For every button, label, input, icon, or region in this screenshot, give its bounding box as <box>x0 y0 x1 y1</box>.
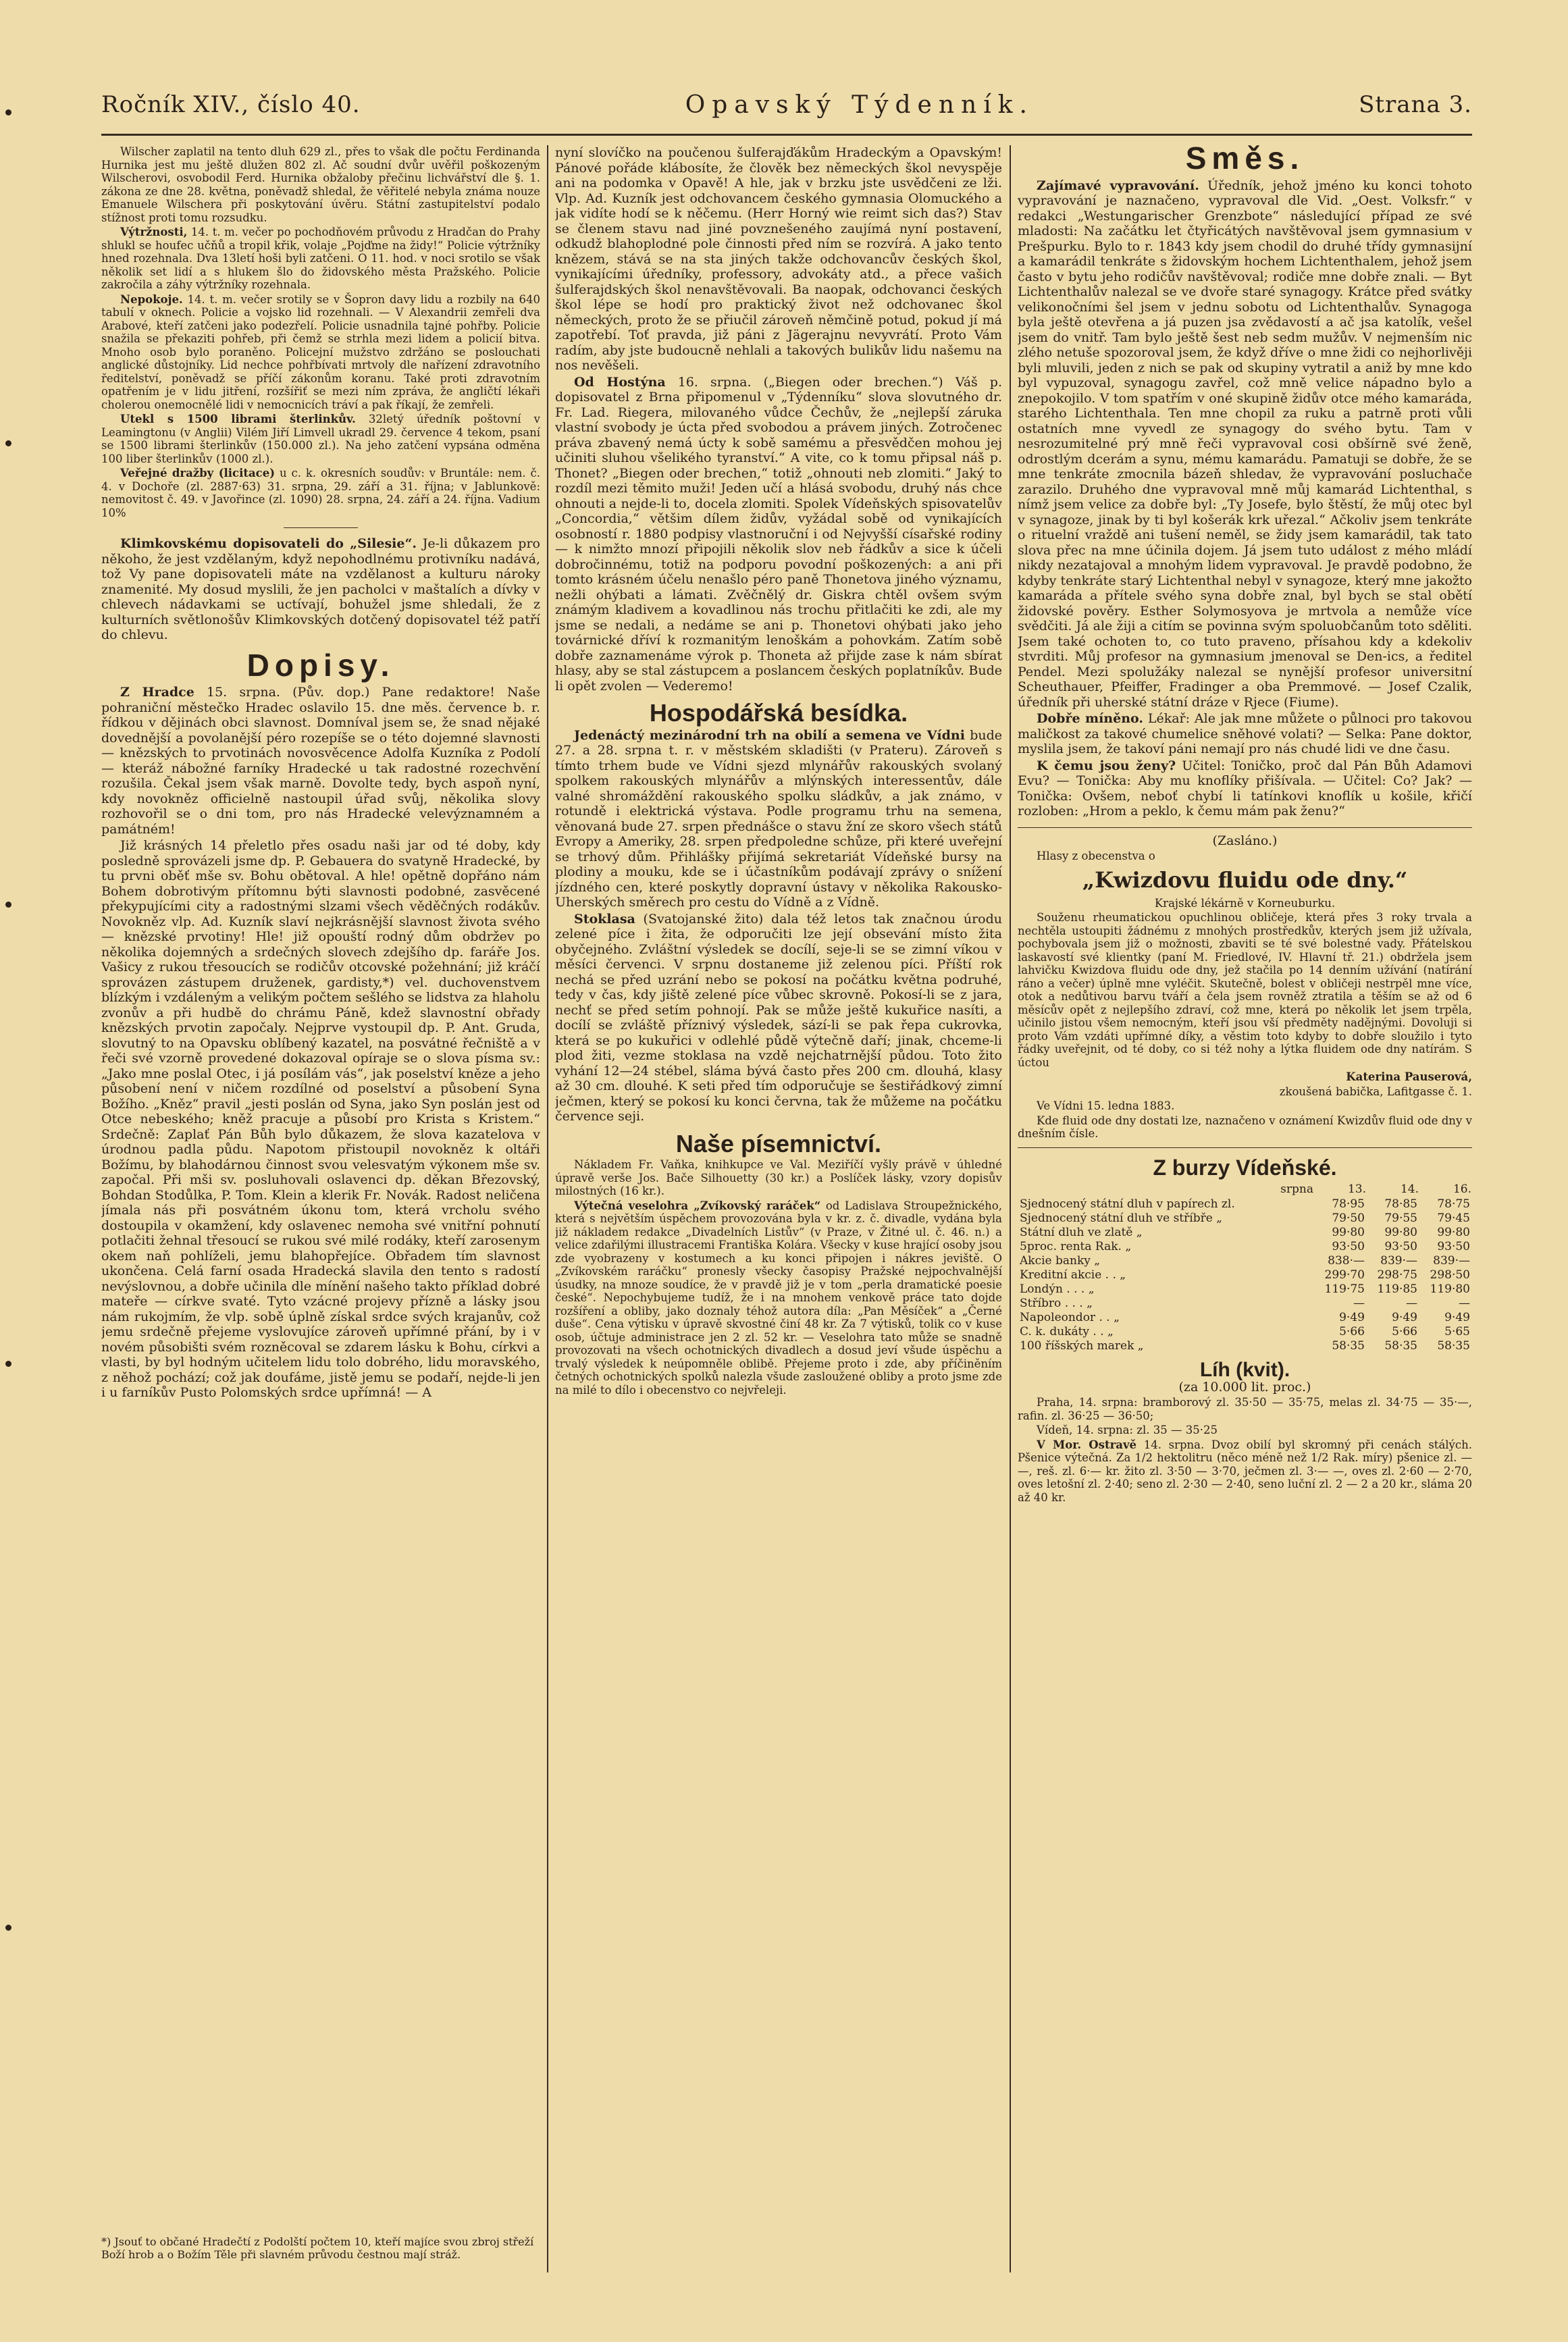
ad-date: Ve Vídni 15. ledna 1883. <box>1037 1099 1175 1112</box>
article-paragraph: nyní slovíčko na poučenou šulferajďákům Hradeckým a Opavským! Pánové pořáde klábosíte, že člověk bez německých škol nevyspěje ani na podomka v Opavě! A hle, jak v brzku jste usvědčeni ze lži. Vlp. Ad. Kuzník jest odchovancem českého gymnasia Olomuckého a jak vidíte hodí se k něčemu. (Herr Horný wie reimt sich das?) Stav se členem stavu nad jiné povznešeného zaujímá nyní postavení, odkudž blahoplodné pole činnosti před ním se rozvírá. A jako tento knězem, stává se na sta jiných takže odchovancův českých škol, vynikajícími úředníky, professory, advokáty atd., a přece vašich šulferajdských škol nenavštěvovali. Ba naopak, odchovanci českých škol lépe se hodí pro praktický život než odchovanec škol německých, proto že se přiučil zároveň němčině potud, pokud jí má zapotřebí. Toť pravda, již páni z Jägerajnu nevyvrátí. Proto Vám radím, aby jste budoucně nehlali a takových bulikův lidu našemu na nos nevěšeli. <box>555 145 1002 373</box>
article-lead: V Mor. Ostravě <box>1037 1438 1137 1451</box>
exchange-row <box>1018 1197 1472 1212</box>
article-lead: Zajímavé vypravování. <box>1037 178 1199 193</box>
ad-signature <box>1018 1070 1472 1084</box>
article-paragraph <box>1018 178 1472 710</box>
column-rule <box>547 145 548 2272</box>
exchange-value: 9·49 <box>1392 1311 1417 1324</box>
exchange-value: 298·75 <box>1377 1268 1417 1282</box>
article-paragraph <box>555 728 1002 910</box>
punch-hole <box>5 440 11 446</box>
exchange-row <box>1018 1297 1472 1311</box>
article-paragraph <box>555 1199 1002 1397</box>
article-text: u c. k. okresních soudův: v Bruntále: nem. č. 4. v Dochoře (zl. 2887·63) 31. srpna, 29. září a 31. října; v Jablunkově: nemovitost č. 49. v Javořince (zl. 1090) 28. srpna, 24. září a 24. října. Vadium 10% <box>101 467 540 519</box>
volume-number: Ročník XIV., číslo 40. <box>101 91 361 118</box>
exchange-row <box>1018 1226 1472 1240</box>
article-text: Učitel: Toničko, proč dal Pán Bůh Adamovi Evu? — Tonička: Aby mu knoflíky přišívala. — Učitel: Co? Jak? — Tonička: Ovšem, neboť chybí li tatínkovi knoflík u košile, křičí rozloben: „Hrom a peklo, k čemu mám pak ženu?“ <box>1018 758 1472 818</box>
article-paragraph: Nákladem Fr. Vaňka, knihkupce ve Val. Meziříčí vyšly právě v úhledné úpravě verše Jos. Bače Silhouetty (30 kr.) a Poslíček lásky, vzory dopisův milostných (16 kr.). <box>555 1158 1002 1197</box>
exchange-value: 78·95 <box>1332 1197 1365 1211</box>
article-lead: Dobře míněno. <box>1037 711 1143 726</box>
exchange-row <box>1018 1240 1472 1254</box>
punch-hole <box>5 902 11 908</box>
article-text: 14. t. m. večer po pochodňovém průvodu z Hradčan do Prahy shlukl se houfec učňů a tropil křik, volaje „Pojďme na židy!“ Policie výtržníky hned rozehnala. Dva 13letí hoši byli zatčeni. O 11. hod. v noci srotilo se však několik set lidí a s hlukem šlo do židovského města Pražského. Policie zakročila a záhy výtržníky rozehnala. <box>101 226 540 291</box>
ad-note: Kde fluid ode dny dostati lze, naznačeno v oznámení Kwizdův fluid ode dny v dnešním čísle. <box>1018 1114 1472 1140</box>
punch-hole <box>5 1925 11 1931</box>
exchange-value: 9·49 <box>1339 1311 1365 1324</box>
article-text: bude 27. a 28. srpna t. r. v městském skladišti (v Prateru). Zároveň s tímto trhem bude ve Vídni sjezd mlynářův rakouských svolaný spolkem rakouských mlynářův a mlýnských interessentův, dále valné shromáždění rakouského spolku sládkův, a jak známo, v rotundě i elektrická výstava. Podle programu trhu na semena, věnovaná bude 27. srpen přednášce o stavu žní ze skoro všech států Evropy a Ameriky, 28. srpen předpoledne schůze, při které uveřejní se trhový dům. Přihlášky přijímá sekretariát Vídeňské bursy na plodiny a mouku, kde se i účastníkům podávají zprávy o snížení jízdného cen, které poskytly dopravní ústavy v několika Rakousko-Uherských směrech pro cestu do Vídně a z Vídně. <box>555 727 1002 910</box>
article-paragraph <box>101 536 540 643</box>
article-paragraph <box>101 226 540 292</box>
exchange-item: Sjednocený státní dluh ve stříbře „ <box>1020 1212 1222 1225</box>
exchange-value: 78·85 <box>1384 1197 1417 1211</box>
exchange-value: 838·— <box>1328 1254 1365 1268</box>
column-2 <box>555 145 1002 2272</box>
exchange-item: Kreditní akcie . . „ <box>1020 1268 1126 1282</box>
ad-signature-title: zkoušená babička, Lafitgasse č. 1. <box>1279 1085 1472 1098</box>
article-text: Úředník, jehož jméno ku konci tohoto vypravování je naznačeno, vypravoval dle Vid. „Oest. Volksfr.“ v redakci „Westungarischer Grenzbote“ následující případ ze své mladosti: Na začátku let čtyřicátých navštěvoval jsem gymnasium v Prešpurku. Bylo to r. 1843 kdy jsem chodil do druhé třídy gymnasijní a kamarádil tenkráte s židovským hochem Lichtenthalem, jehož jsem často v bytu jeho rodičův navštěvoval; rodiče mne dobře znali. — Byt Lichtenthalův nalezal se ve dvoře staré synagogy. Krátce před svátky velikonočními šel jsem v jednu sobotu od Lichtenthalův. Synagoga byla ještě otevřena a já puzen jsa zvědavostí a ač jsa katolík, vešel jsem do vnitř. Tam bylo ještě šest neb sedm mužův. V nejmenším nic zlého netuše spozoroval jsem, že když dříve o mne židi co nejhorlivěji byli mluvili, jeden z nich se pak od skupiny vytratil a aniž by mne kdo byl vypuzoval, synagogu zavřel, což mně velice nápadno bylo a znepokojilo. V tom spatřím v oné skupině židův otce mého kamaráda, starého Lichtenthala. Ten mne chopil za ruku a patrně proti vůli ostatních mne vyvedl ze synagogy do svého bytu. Tam v nesrozumitelné prý mně řeči vypravoval cosi obšírně své ženě, odrostlým dcerám a synu, mému kamarádu. Pamatuji se dobře, že se mne tenkráte zmocnila bázeň shledav, že vypravování posluchače zarazilo. Druhého dne vypravoval mně můj kamarád Lichtenthal, s nímž jsem velice za dobře byl: „Ty Josefe, bylo štěstí, že můj otec byl v synagoze, jinak by ti byl košerák krk uřezal.“ Ačkoliv jsem tenkráte o rituelní vraždě ani tušení neměl, se židy jsem kamarádil, tak tato slova přec na mne účinila dojem. Já jsem tuto událost z mého mládí nikdy nezatajoval a mnohým lidem vypravoval. Je pravdě podobno, že kdyby tenkráte starý Lichtenthal nebyl v synagoze, který mne jakožto kamaráda a přítele svého syna dobře znal, byl bych se stal obětí židovské pověry. Esther Solymosyova je mrtvola a nemůže více svědčiti. Já ale žiji a citím se povinna svým spoluobčanům toto sděliti. Jsem také ochoten to, co tuto praveno, přísahou kdy a kdekoliv stvrditi. Můj profesor na gymnasium jmenoval se Den-ics, a ředitel Pendel. Mezi spolužáky nalezal se nynější profesor universitní Scheuthauer, Pfeiffer, Fradinger a oba Premmové. — Josef Czalik, úředník při uherské státní dráze v Rjece (Fiume). <box>1018 178 1472 710</box>
exchange-value: 93·50 <box>1437 1240 1470 1253</box>
exchange-value: 839·— <box>1433 1254 1470 1268</box>
section-heading-pisemnictvi: Naše písemnictví. <box>675 1129 882 1157</box>
exchange-item: C. k. dukáty . . „ <box>1020 1325 1114 1338</box>
exchange-value: 119·85 <box>1377 1282 1417 1296</box>
exchange-row <box>1018 1254 1472 1268</box>
exchange-value: 5·66 <box>1392 1325 1417 1338</box>
exchange-row <box>1018 1311 1472 1325</box>
article-lead: Výtržnosti, <box>120 226 188 238</box>
exchange-value: 79·50 <box>1332 1212 1365 1225</box>
article-lead: Veřejné dražby (licitace) <box>120 467 276 479</box>
section-heading-hospodarska: Hospodářská besídka. <box>649 699 908 727</box>
section-heading-smes: Směs. <box>1185 145 1305 176</box>
exchange-value: — <box>1406 1297 1417 1310</box>
article-lead: Nepokoje. <box>120 292 183 306</box>
article-lead: Jedenáctý mezinárodní trh na obilí a semena ve Vídni <box>574 727 965 743</box>
exchange-value: 9·49 <box>1444 1311 1470 1324</box>
exchange-value: 119·75 <box>1324 1282 1365 1296</box>
column-rule <box>1010 145 1011 2272</box>
exchange-value: 78·75 <box>1437 1197 1470 1211</box>
exchange-header-cell: 16. <box>1453 1182 1471 1196</box>
exchange-header-cell: 14. <box>1400 1182 1419 1196</box>
article-paragraph: Wilscher zaplatil na tento dluh 629 zl., přes to však dle počtu Ferdinanda Hurnika jest mu ještě dlužen 802 zl. Ač soudní dvůr uvěřil poškozeným Wilscherovi, osvobodil Ferd. Hurnika obžaloby přečinu lichvářství dle §. 1. zákona ze dne 28. května, poněvadž shledal, že věřitelé nebyla známa nouze Emanuele Wilschera při poskytování úvěru. Státní zastupitelství podalo stížnost proti tomu rozsudku. <box>101 145 540 224</box>
exchange-value: 99·80 <box>1332 1226 1365 1239</box>
article-lead: Od Hostýna <box>574 374 666 390</box>
ad-intro: Hlasy z obecenstva o <box>1037 850 1155 862</box>
masthead <box>101 81 1472 128</box>
price-paragraph: Praha, 14. srpna: bramborový zl. 35·50 — 35·75, melas zl. 34·75 — 35·—, rafin. zl. 36·25 — 36·50; <box>1018 1396 1472 1422</box>
ad-signature-name: Katerina Pauserová, <box>1346 1070 1472 1083</box>
page-number: Strana 3. <box>1359 91 1472 118</box>
exchange-value: 93·50 <box>1384 1240 1417 1253</box>
exchange-value: 839·— <box>1380 1254 1417 1268</box>
article-lead: Výtečná veselohra „Zvíkovský raráček“ <box>574 1199 821 1212</box>
column-1 <box>101 145 540 2272</box>
article-paragraph <box>555 375 1002 694</box>
article-lead: Klimkovskému dopisovateli do „Silesie“. <box>120 536 417 551</box>
article-paragraph <box>101 467 540 519</box>
exchange-item: Stříbro . . . „ <box>1020 1297 1093 1310</box>
exchange-row <box>1018 1339 1472 1353</box>
separator <box>284 527 358 528</box>
exchange-value: 79·45 <box>1437 1212 1470 1225</box>
exchange-table <box>1018 1182 1472 1353</box>
article-text: Lékař: Ale jak mne můžete o půlnoci pro takovou maličkost za takové chumelice sněhové volati? — Selka: Pane doktor, myslila jsem, že takoví páni nemají pro nás chudé lidi ve dne času. <box>1018 711 1472 756</box>
exchange-row <box>1018 1212 1472 1226</box>
punch-hole <box>5 1361 11 1367</box>
exchange-value: 298·50 <box>1430 1268 1470 1282</box>
article-text: 14. t. m. večer srotily se v Šopron davy lidu a rozbily na 640 tabulí v oknech. Policie a vojsko lid rozehnali. — V Alexandrii zemřeli dva Arabové, kteří zatčeni jako podezřelí. Policie usnadnila tajné pohřby. Policie snažila se překaziti pohřeb, při čemž se strhla mezi lidem a policií bitva. Mnoho osob bylo poraněno. Policejní mužstvo zdržáno se poslouchati anglické důstojníky. Lid nechce pohřbívati mrtvoly dle nařízení zdravotního ředitelství, poněvadž se příčí zákonům koranu. Také proti zdravotním opatřením je v lidu jitření, rozšířiť se mezi ním zpráva, že angličtí lékaři cholerou onemocnělé lidi v nemocnicích tráví a pak říkají, že zemřeli. <box>101 292 540 411</box>
price-paragraph <box>1018 1438 1472 1505</box>
ad-title: „Kwizdovu fluidu ode dny.“ <box>1082 866 1408 893</box>
exchange-value: — <box>1353 1297 1365 1310</box>
section-heading-burzy: Z burzy Vídeňské. <box>1153 1155 1337 1180</box>
exchange-value: 79·55 <box>1384 1212 1417 1225</box>
exchange-value: 119·80 <box>1430 1282 1470 1296</box>
section-heading-dopisy: Dopisy. <box>246 647 395 683</box>
article-lead: Stoklasa <box>574 911 635 927</box>
exchange-value: 99·80 <box>1437 1226 1470 1239</box>
article-text: 15. srpna. (Pův. dop.) Pane redaktore! Naše pohraniční městečko Hradec oslavilo 15. dne měs. července b. r. řídkou v dějinách obci slavnost. Domníval jsem se, že snad nějaké dovednější a povolanější péro rozepíše se o této dojemné slavnosti — knězských to prvotinách novosvěcence Adolfa Kuzníka z Podolí — kteráž nábožné farníky Hradecké u tak radostné rozechvění rozušila. Čekal jsem však marně. Dovolte tedy, bych aspoň nyní, kdy novokněz officielně nastoupil úřad svůj, několika slovy rozhovořil se o dni tom, pro nás Hradecké velevýznamném a památném! <box>101 685 540 837</box>
exchange-value: 93·50 <box>1332 1240 1365 1253</box>
article-lead: Z Hradce <box>120 685 194 700</box>
exchange-header-cell: srpna <box>1280 1182 1313 1196</box>
column-3 <box>1018 145 1472 2272</box>
exchange-item: Státní dluh ve zlatě „ <box>1020 1226 1143 1239</box>
exchange-value: 58·35 <box>1332 1339 1365 1353</box>
article-text: 14. srpna. Dvoz obilí byl skromný při cenách stálých. Pšenice výtečná. Za 1/2 hektolitru (něco méně než 1/2 Rak. míry) pšenice zl. — —, reš. zl. 6·— kr. žito zl. 3·50 — 3·70, ječmen zl. 3·— —, oves zl. 2·60 — 2·70, oves letošní zl. 2·40; seno zl. 2·30 — 2·40, seno luční zl. 2 — 2 a 20 kr., sláma 20 až 40 kr. <box>1018 1438 1472 1504</box>
newspaper-title: Opavský Týdenník. <box>685 90 1034 119</box>
exchange-item: Londýn . . . „ <box>1020 1282 1095 1296</box>
exchange-table-body <box>1018 1197 1472 1353</box>
article-text: 32letý úředník poštovní v Leamingtonu (v Anglii) Vilém Jiří Limvell ukradl 29. července 4 tekom, psaní se 1500 librami šterlinkův (150.000 zl.). Na jeho zatčení vypsána odměna 100 liber šterlinkův (1000 zl.). <box>101 413 540 465</box>
exchange-item: Napoleondor . . „ <box>1020 1311 1120 1324</box>
exchange-value: 58·35 <box>1437 1339 1470 1353</box>
footnote-text: *) Jsouť to občané Hradečtí z Podolští počtem 10, kteří majíce svou zbroj střeží Boží hrob a o Božím Těle při slavném průvodu čestnou mají stráž. <box>101 2235 534 2261</box>
article-paragraph: Již krásných 14 přeletlo přes osadu naši jar od té doby, kdy posledně sprovázeli jsme dp. P. Gebauera do svatyně Hradecké, by tu prvni oběť mše sv. Bohu obětoval. A hle! opětně dopřáno nám Bohem dobrotivým přítomnu býti slavnosti podobné, zasvěcené překypujícími city a radostnými slzami všech věděčných rodákův. Novokněz vlp. Ad. Kuzník slaví nejkrásnější slavnost života svého — knězské prvotiny! Hle! již opouští rodný dům obdržev po několika dojemných a srdečných slovech zdejšího dp. faráře Jos. Vašicy z rukou třesoucích se rodičův otcovské požehnání; již kráčí sprovázen zástupem druženek, gardisty,*) vel. duchovenstvem blízkým i vzdáleným a velikým počtem sešlého se lidstva za hlaholu zvonův a při hudbě do chrámu Páně, kdež slavnostní obřady knězských prvotin započaly. Nejprve vystoupil dp. P. Ant. Gruda, slovutný to na Opavsku oblíbený kazatel, na posvátné řečniště a v řeči své vzorně provedené dokazoval opíraje se o slova písma sv.: „Jako mne poslal Otec, i já posílám vás“, jak poselství kněze a jeho působení není v ničem rozdílné od poselství a působení Syna Božího. „Kněz“ pravil „jesti poslán od Syna, jako Syn poslán jest od Otce nebeského; kněž pracuje a působí pro Krista s Kristem.“ Srdečně: Zaplať Pán Bůh bylo důkazem, že slova kazatelova v úrodnou padla půdu. Napotom přistoupil novokněz k oltáři Božímu, by blahodárnou činnost svou velesvatým výkonem mše sv. započal. Při mši sv. posluhovali oslavenci dp. děkan Březovský, Bohdan Stodůlka, P. Tom. Klein a klerik Fr. Novák. Radost neličena jímala nás při posvátném úkonu tom, která vrcholu svého dostoupila v okamžení, kdy oslavenec nemoha své vnitřní pohnutí potlačiti žehnal třesoucí se rukou své milé rodáky, kteří zarosenym okem naň pohlíželi, jemu blahopřejíce. Obřadem tím slavnost ukončena. Celá farní osada Hradecká slavila den tento s radostí nevýslovnou, a dobře učinila dle mínění našeho takto příklad dobré mateře — církve svaté. Tyto vzácné projevy přízně a lásky jsou nám rukojmím, že vlp. sobě úplně získal srdce svých krajanův, což jemu srdečně přejeme vyslovujíce zároveň upřímné přání, by i v novém působišti svém rozněcoval se zdarem lásku k Bohu, církvi a vlasti, by byl hodným učitelem lidu tolo dobrého, lidu moravského, z něhož pochází; což jak doufáme, jistě jemu se podaří, nejde-li jen i u farníkův Pusto Polomských srdce upřímná! — A <box>101 838 540 1400</box>
article-text: od Ladislava Stroupežnického, která s největším úspěchem provozována byla v kr. z. č. divadle, vydána byla již nákladem redakce „Divadelních Listův“ (v Praze, v Žitné ul. č. 46. n.) a velice zdařilými illustracemi Františka Kolára. Všecky v kuse hrající osoby jsou zde vyobrazeny v kostumech a ku konci připojen i nákres jeviště. O „Zvíkovském raráčku“ pronesly všecky časopisy Pražské nejpochvalnější úsudky, na mnoze soudíce, že v pravdě již je v tom „perla dramatické poesie české“. Nepochybujeme tudíž, že i na mnohem venkově práce tato dojde rozšíření a obliby, jako doznaly téhož autora díla: „Pan Měsíček“ a „Černé duše“. Cena výtisku v úpravě skvostné činí 48 kr. Za 7 výtisků, tolik co v kuse osob, účtuje administrace jen 2 zl. 52 kr. — Veselohra tato může se snadně provozovati na všech ochotnických divadlech a dosud jeví všude úspěchu a trvalý výsledek k neúpomněle oblibě. Přejeme proto i zde, aby příčiněním četných ochotnických spolků nalezla všude zasloužené obliby a proto jsme zde na milé to dílo i obecenstvo co nejvřeleji. <box>555 1199 1002 1397</box>
exchange-item: 5proc. renta Rak. „ <box>1020 1240 1132 1253</box>
exchange-value: 99·80 <box>1384 1226 1417 1239</box>
article-text: Je-li důkazem pro někoho, že jest vzdělaným, když nepohodlnému protivníku nadává, tož Vy pane dopisovateli máte na vzdělanost a kulturu nároky znamenité. My dosud myslili, že jen pacholci v maštalích a dívky v chlevech nádavkami se uctívají, bohužel jsme shledali, že z kulturních světlonošův Klimkovských dotčený dopisovatel též patří do chlevu. <box>101 536 540 642</box>
exchange-item: Akcie banky „ <box>1020 1254 1101 1268</box>
ad-body: Souženu rheumatickou opuchlinou obličeje, která přes 3 roky trvala a nechtěla ustoupiti žádnému z mnohých prostředkův, kterých jsem již užívala, pochybovala jsem již o možnosti, zbaviti se té své bolestné vady. Přátelskou laskavostí své klientky (paní M. Friedlové, IV. Hlavní tř. 21.) obdržela jsem lahvičku Kwizdova fluidu ode dny, jež stačila po 14 denním užívání (natírání ráno a večer) úplně mne vyléčit. Skutečně, bolest v obličeji nestrpěl mne více, otok a nedůtivou barvu tváří a čela jsem rovněž ztratila a těším se až od 6 měsícův opět z nejlepšího zdraví, což mne, která po několik let jsem trpěla, učinilo jistou všem nemocným, kteří jsou vší předměty nadějnými. Dovoluji si proto Vám vzdáti upřímné díky, a věstim toto kdyby to dobře sloužilo i tyto řádky uveřejnit, od té doby, co si též nohy a lýtka fluidem ode dny natírám. S úctou <box>1018 911 1472 1069</box>
article-text: (Svatojanské žito) dala též letos tak značnou úrodu zelené píce i žita, že odporučiti lze její obsevání místo žita obyčejného. Zvláštní výsledek se docílí, seje-li se se zimní víkou v měsíci červenci. V srpnu dostaneme již zelenou píci. Příští rok nechá se před uzrání nebo se pokosí na počátku května podruhé, tedy v čas, kdy jiště zelené píce vůbec skrovně. Pokosí-li se z jara, nechť se před setím pohnojí. Pak se může ještě kukuřice nasíti, a docílí se zvláště příznivý výsledek, sází-li se pak řepa cukrovka, která se po kukuřici v odlehlé půdě výtečně daří; jinak, chceme-li plod žiti, vezme stoklasa na vzdě nejchatrnější půdou. Toto žito vyhání 12—24 stébel, sláma bývá často přes 200 cm. dlouhá, klasy až 30 cm. dlouhé. K seti před tím odporučuje se šestiřádkový zimní ječmen, který se pokosí ku konci června, tak že můžeme na počátku července seji. <box>555 911 1002 1124</box>
section-heading-lih: Líh (kvit). <box>1199 1359 1290 1381</box>
exchange-header-cell: 13. <box>1347 1182 1366 1196</box>
advertisement-kwizda <box>1018 827 1472 1148</box>
ad-subtitle: Krajské lékárně v Korneuburku. <box>1154 896 1336 910</box>
price-paragraph: Vídeň, 14. srpna: zl. 35 — 35·25 <box>1037 1424 1218 1436</box>
article-paragraph <box>101 413 540 465</box>
exchange-row <box>1018 1268 1472 1282</box>
exchange-row <box>1018 1325 1472 1339</box>
article-lead: K čemu jsou ženy? <box>1037 758 1176 773</box>
masthead-rule <box>101 134 1472 136</box>
exchange-value: 5·65 <box>1444 1325 1470 1338</box>
zaslano-label: (Zasláno.) <box>1212 833 1278 848</box>
article-paragraph <box>101 293 540 412</box>
article-paragraph <box>101 685 540 837</box>
exchange-value: 299·70 <box>1324 1268 1365 1282</box>
newspaper-page <box>101 81 1472 2276</box>
exchange-item: 100 říšských marek „ <box>1020 1339 1144 1353</box>
exchange-value: 5·66 <box>1339 1325 1365 1338</box>
article-text: 16. srpna. („Biegen oder brechen.“) Váš p. dopisovatel z Brna připomenul v „Týdenníku“ slova slovutného dr. Fr. Lad. Riegera, milovaného vůdce Čechův, že „nejlepší záruka vlastní svobody je úcta před svobodou a právem jiných. Zotročenec práva zbavený nemá úcty k sobě samému a přesvědčen mohou jej učiniti sluhou všelikého tyranství.“ A vite, co k tomu připsal náš p. Thonet? „Biegen oder brechen,“ totiž „ohnouti neb zlomiti.“ Jaký to rozdíl mezi těmito muži! Jeden učí a hlásá svobodu, druhý nás chce ohnouti a nejde-li to, docela zlomiti. Spolek Vídeňských spisovatelův „Concordia,“ většim dílem židův, vyžádal sobě od vynikajících osobností r. 1880 podpisy vlastnoruční i od Nejvyšší císařské rodiny — k nimžto mnozí připojili několik slov neb řádkův a sice k účeli dobročinnému, totiž na podporu povodní poškozených: a ani při tomto krásném účelu nenašlo péro paně Thonetova jiného významu, nežli ohýbati a lámati. Zvěčnělý dr. Giskra chtěl ovšem svým známým kladivem a kovadlinou nás trochu přitlačiti ke zdi, ale my jsme se nedali, a nedáme se ani p. Thonetovi ohýbati jako jeho továrnické dříví k rozmanitým lenoškám a pohovkám. Zatím sobě dobře zaznamenáme výrok p. Thoneta až přijde zase k nám sbírat hlasy, aby se stal zástupcem a poslancem českých poplatníkův. Bude li opět zvolen — Vederemo! <box>555 374 1002 694</box>
lih-subtitle: (za 10.000 lit. proc.) <box>1178 1379 1311 1395</box>
article-paragraph <box>1018 711 1472 757</box>
article-lead: Utekl s 1500 librami šterlinkův. <box>120 413 356 425</box>
exchange-item: Sjednocený státní dluh v papírech zl. <box>1020 1197 1235 1211</box>
punch-hole <box>5 109 11 115</box>
exchange-value: — <box>1459 1297 1470 1310</box>
article-paragraph <box>555 912 1002 1124</box>
exchange-value: 58·35 <box>1384 1339 1417 1353</box>
exchange-header-row <box>1018 1182 1472 1197</box>
article-paragraph <box>1018 758 1472 819</box>
exchange-row <box>1018 1282 1472 1297</box>
footnote <box>101 2235 540 2261</box>
